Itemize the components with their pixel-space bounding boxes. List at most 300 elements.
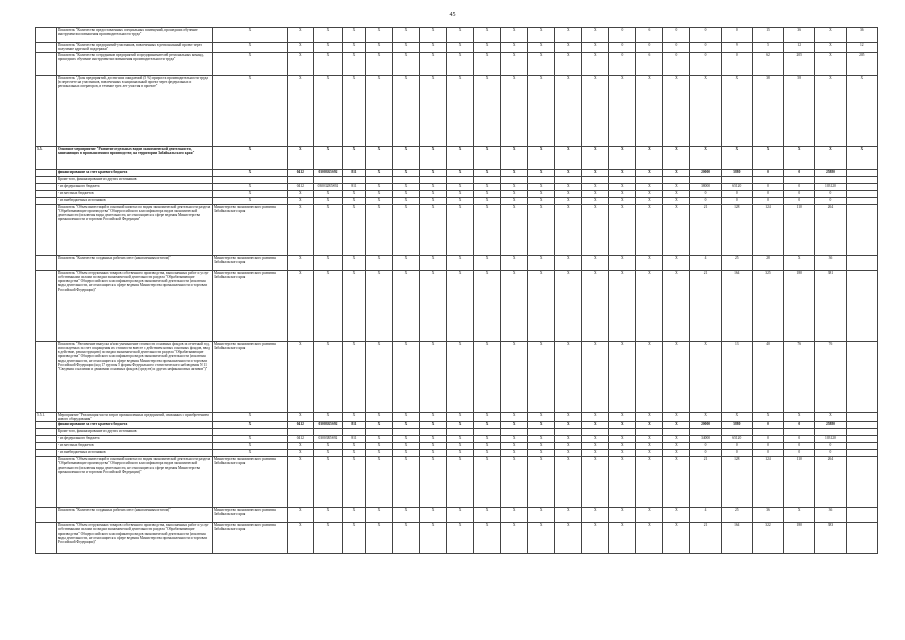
table-cell: X	[555, 255, 582, 270]
table-cell	[609, 429, 636, 436]
table-cell: 38000	[690, 183, 721, 190]
table-cell: X	[343, 28, 366, 43]
table-cell: X	[474, 341, 501, 412]
table-cell: X	[447, 204, 474, 255]
table-cell: X	[447, 28, 474, 43]
row-number	[36, 52, 57, 75]
table-row	[36, 176, 878, 183]
table-cell: 811	[343, 183, 366, 190]
table-cell: X	[501, 412, 528, 422]
table-cell: X	[474, 169, 501, 176]
table-cell: 0	[609, 28, 636, 43]
table-cell: X	[287, 204, 313, 255]
row-description: Показатель "Количество созданных рабочих мест (накопленным итогом)"	[56, 255, 212, 270]
table-cell: X	[212, 75, 287, 146]
table-row	[36, 436, 878, 443]
table-cell: X	[501, 75, 528, 146]
table-cell: X	[447, 197, 474, 204]
table-cell: 0	[690, 43, 721, 53]
table-cell	[663, 429, 690, 436]
table-cell: X	[313, 146, 342, 169]
table-cell: X	[212, 52, 287, 75]
row-number	[36, 436, 57, 443]
table-cell: X	[609, 146, 636, 169]
table-cell	[815, 176, 846, 183]
table-cell: X	[419, 457, 446, 508]
table-cell: X	[287, 197, 313, 204]
table-cell	[846, 412, 877, 422]
table-cell: X	[609, 169, 636, 176]
table-cell: 180	[784, 523, 815, 554]
table-cell: X	[212, 197, 287, 204]
table-cell: X	[609, 183, 636, 190]
table-cell	[474, 429, 501, 436]
table-cell: X	[555, 75, 582, 146]
table-cell: X	[313, 508, 342, 523]
table-cell: 164	[721, 523, 752, 554]
row-number	[36, 341, 57, 412]
table-cell: X	[419, 190, 446, 197]
table-cell: X	[447, 75, 474, 146]
table-cell: X	[212, 412, 287, 422]
table-cell: 128	[721, 204, 752, 255]
table-cell	[212, 429, 287, 436]
table-cell: X	[419, 523, 446, 554]
table-cell: 25	[721, 255, 752, 270]
row-number: 5.5.	[36, 146, 57, 169]
table-cell: X	[528, 146, 555, 169]
page-number: 45	[449, 12, 456, 18]
table-cell: X	[392, 190, 419, 197]
table-cell: X	[582, 183, 609, 190]
table-cell: X	[555, 197, 582, 204]
table-cell: X	[474, 197, 501, 204]
row-number	[36, 270, 57, 341]
row-description: Основное мероприятие "Развитие отдельных видов экономической деятельности, занимающих в промышленном производстве, на территории Забайкальского края"	[56, 146, 212, 169]
table-cell: X	[365, 270, 392, 341]
table-cell	[392, 429, 419, 436]
table-cell: X	[365, 443, 392, 450]
table-cell: X	[501, 28, 528, 43]
row-description: Показатель "Объем инвестиций в основной капитал по видам экономической деятельности раздела "Обрабатывающие производства" Общероссийского классификатора видов экономической деятельности (исключая виды деятельности, не относящиеся к сфере ведения Министерства промышленности и торговли Российской Федерации)"	[56, 457, 212, 508]
table-cell: X	[313, 523, 342, 554]
table-cell: X	[212, 146, 287, 169]
table-cell: X	[528, 190, 555, 197]
table-cell: 0	[752, 183, 783, 190]
row-number	[36, 443, 57, 450]
table-cell: X	[501, 190, 528, 197]
table-cell: X	[212, 183, 287, 190]
table-cell: 21	[690, 270, 721, 341]
table-cell: X	[474, 183, 501, 190]
table-cell	[846, 270, 877, 341]
table-cell: 40	[752, 341, 783, 412]
table-cell: X	[419, 341, 446, 412]
table-cell: 322	[752, 523, 783, 554]
table-cell: X	[365, 146, 392, 169]
table-cell: X	[343, 443, 366, 450]
row-description: - из местных бюджетов	[56, 190, 212, 197]
row-description: Показатель "Количество созданных рабочих мест (накопленным итогом)"	[56, 508, 212, 523]
table-body	[36, 28, 878, 554]
table-cell: X	[313, 443, 342, 450]
table-cell: X	[343, 255, 366, 270]
table-cell: X	[474, 204, 501, 255]
table-cell	[784, 429, 815, 436]
table-cell	[419, 429, 446, 436]
table-cell: 381	[815, 270, 846, 341]
table-cell: X	[287, 52, 313, 75]
table-cell: X	[555, 436, 582, 443]
table-cell: 0412	[287, 436, 313, 443]
table-cell: X	[287, 412, 313, 422]
row-description: - из федерального бюджета	[56, 183, 212, 190]
table-cell: 4	[690, 508, 721, 523]
table-cell: X	[474, 75, 501, 146]
table-cell: X	[582, 412, 609, 422]
table-cell: X	[474, 270, 501, 341]
table-cell	[392, 176, 419, 183]
table-cell: 205	[784, 52, 815, 75]
table-cell: 36	[752, 508, 783, 523]
table-cell: X	[609, 255, 636, 270]
table-cell	[846, 436, 877, 443]
table-cell: 383	[815, 523, 846, 554]
table-cell: X	[636, 183, 663, 190]
table-cell: X	[609, 204, 636, 255]
table-cell: X	[752, 412, 783, 422]
table-cell: X	[313, 255, 342, 270]
table-row	[36, 146, 878, 169]
table-cell: X	[419, 450, 446, 457]
table-cell: X	[528, 270, 555, 341]
table-cell: 0	[663, 43, 690, 53]
table-cell: X	[365, 183, 392, 190]
table-cell: X	[555, 190, 582, 197]
table-cell	[636, 176, 663, 183]
table-cell: 38	[752, 75, 783, 146]
table-cell: Министерство экономического развития Забайкальского края	[212, 457, 287, 508]
table-cell: X	[815, 52, 846, 75]
table-cell: X	[609, 422, 636, 429]
table-cell: X	[501, 183, 528, 190]
table-cell: 25880	[815, 422, 846, 429]
table-cell: X	[501, 270, 528, 341]
table-cell	[721, 429, 752, 436]
table-cell: X	[447, 255, 474, 270]
table-cell: 36	[846, 28, 877, 43]
table-cell: X	[784, 508, 815, 523]
table-cell: X	[287, 28, 313, 43]
table-cell: X	[287, 508, 313, 523]
table-cell: X	[663, 523, 690, 554]
table-cell: X	[636, 146, 663, 169]
table-row	[36, 169, 878, 176]
row-description: - из внебюджетных источников	[56, 197, 212, 204]
table-cell: X	[392, 523, 419, 554]
table-cell	[752, 176, 783, 183]
table-cell	[313, 176, 342, 183]
table-cell: X	[582, 450, 609, 457]
table-cell	[846, 523, 877, 554]
table-cell: 20000	[690, 422, 721, 429]
table-cell: X	[447, 412, 474, 422]
table-cell: X	[343, 43, 366, 53]
table-cell: X	[392, 341, 419, 412]
table-cell: X	[365, 255, 392, 270]
table-cell	[212, 176, 287, 183]
table-cell: X	[752, 146, 783, 169]
table-cell: X	[419, 204, 446, 255]
table-cell: X	[343, 457, 366, 508]
table-cell: X	[663, 146, 690, 169]
table-cell: X	[365, 422, 392, 429]
row-description: - из федерального бюджета	[56, 436, 212, 443]
table-cell: X	[392, 52, 419, 75]
table-cell: X	[582, 28, 609, 43]
table-row	[36, 523, 878, 554]
row-number	[36, 28, 57, 43]
table-cell: X	[528, 169, 555, 176]
table-cell: 0	[784, 183, 815, 190]
table-cell: 205	[846, 52, 877, 75]
table-cell: X	[663, 255, 690, 270]
table-cell	[846, 255, 877, 270]
table-cell: X	[474, 457, 501, 508]
table-cell: X	[555, 508, 582, 523]
table-cell: X	[555, 412, 582, 422]
table-cell: X	[474, 422, 501, 429]
table-cell	[846, 450, 877, 457]
table-cell	[846, 341, 877, 412]
table-cell: Министерство экономического развития Забайкальского края	[212, 523, 287, 554]
table-cell	[287, 176, 313, 183]
table-cell: X	[528, 412, 555, 422]
table-cell: X	[212, 43, 287, 53]
table-cell: X	[501, 341, 528, 412]
table-cell: X	[419, 75, 446, 146]
table-cell	[501, 429, 528, 436]
table-cell: 0	[752, 443, 783, 450]
table-cell: 34000	[690, 436, 721, 443]
table-cell: X	[343, 270, 366, 341]
table-cell: X	[474, 508, 501, 523]
table-cell: X	[365, 204, 392, 255]
table-cell	[528, 176, 555, 183]
table-cell: 110	[784, 204, 815, 255]
table-cell: X	[721, 146, 752, 169]
table-cell: X	[447, 43, 474, 53]
table-cell: 0	[815, 450, 846, 457]
table-cell: X	[474, 450, 501, 457]
row-description: Кроме того, финансирование из других источников:	[56, 429, 212, 436]
table-cell: X	[663, 75, 690, 146]
table-cell: X	[690, 412, 721, 422]
table-cell: X	[528, 183, 555, 190]
table-cell: X	[313, 75, 342, 146]
table-cell: X	[419, 197, 446, 204]
table-cell: X	[365, 457, 392, 508]
table-cell: X	[555, 450, 582, 457]
table-cell: X	[447, 450, 474, 457]
table-cell: X	[555, 422, 582, 429]
table-cell: X	[555, 204, 582, 255]
table-cell: 325	[752, 270, 783, 341]
table-cell: 180	[784, 270, 815, 341]
table-row	[36, 443, 878, 450]
table-cell: X	[846, 75, 877, 146]
row-description: Показатель "Количество предоставленных специальных помещений, прошедших обучение инструментам повышения производительности труда"	[56, 28, 212, 43]
table-cell: X	[212, 190, 287, 197]
table-cell: X	[392, 412, 419, 422]
table-cell: X	[212, 450, 287, 457]
row-description: Показатель "Объем отгруженных товаров собственного производства, выполненных работ и услуг собственными силами по видам экономической деятельности раздела "Обрабатывающие производства" Общероссийского классификатора видов экономической деятельности (исключая виды деятельности, не относящиеся к сфере ведения Министерства промышленности и торговли Российской Федерации)"	[56, 523, 212, 554]
table-cell: 0412	[287, 183, 313, 190]
table-cell: 0412	[287, 422, 313, 429]
row-number	[36, 255, 57, 270]
table-cell: X	[419, 255, 446, 270]
table-row	[36, 412, 878, 422]
table-cell: X	[313, 52, 342, 75]
table-cell: X	[501, 52, 528, 75]
table-cell: X	[636, 197, 663, 204]
table-cell: X	[392, 270, 419, 341]
table-cell: X	[343, 75, 366, 146]
table-cell: X	[343, 146, 366, 169]
table-cell	[313, 429, 342, 436]
table-cell: X	[609, 508, 636, 523]
table-cell: 62	[752, 52, 783, 75]
row-number	[36, 508, 57, 523]
table-cell: X	[419, 270, 446, 341]
table-cell: X	[582, 270, 609, 341]
table-cell: X	[528, 443, 555, 450]
table-cell: X	[528, 450, 555, 457]
table-cell: 25	[721, 508, 752, 523]
table-cell: X	[447, 443, 474, 450]
table-cell: X	[313, 412, 342, 422]
table-cell: X	[212, 28, 287, 43]
table-cell	[609, 176, 636, 183]
table-cell: X	[501, 43, 528, 53]
row-number	[36, 523, 57, 554]
table-cell: 124	[752, 204, 783, 255]
table-cell: X	[474, 412, 501, 422]
table-cell	[447, 429, 474, 436]
table-cell: X	[582, 341, 609, 412]
table-cell: X	[663, 183, 690, 190]
table-cell: 28	[752, 255, 783, 270]
table-cell: 0	[752, 422, 783, 429]
table-cell: 0	[690, 190, 721, 197]
table-cell	[343, 176, 366, 183]
row-description: - из внебюджетных источников	[56, 450, 212, 457]
table-cell: X	[609, 457, 636, 508]
table-cell: X	[609, 75, 636, 146]
table-cell: X	[365, 52, 392, 75]
table-cell: X	[343, 52, 366, 75]
table-cell: X	[528, 523, 555, 554]
table-cell	[846, 190, 877, 197]
table-cell: X	[528, 341, 555, 412]
table-cell	[846, 422, 877, 429]
table-cell: 0	[752, 190, 783, 197]
table-cell: 9	[721, 43, 752, 53]
table-cell: X	[447, 270, 474, 341]
table-cell: X	[501, 204, 528, 255]
table-cell: 03003R5S92	[313, 422, 342, 429]
table-cell: X	[287, 443, 313, 450]
table-cell	[721, 176, 752, 183]
table-cell: X	[815, 75, 846, 146]
table-row	[36, 457, 878, 508]
table-cell: 03003R5S92	[313, 436, 342, 443]
table-cell: X	[392, 146, 419, 169]
table-cell	[846, 508, 877, 523]
table-cell: 5	[752, 43, 783, 53]
table-cell: X	[582, 436, 609, 443]
table-cell	[555, 176, 582, 183]
table-cell: X	[365, 412, 392, 422]
table-cell: 0	[752, 450, 783, 457]
table-cell: 0412	[287, 169, 313, 176]
table-cell	[846, 457, 877, 508]
row-description: финансирование за счет краевого бюджета	[56, 169, 212, 176]
table-cell: X	[287, 523, 313, 554]
table-cell	[501, 176, 528, 183]
table-cell: X	[287, 270, 313, 341]
table-cell: 15	[752, 28, 783, 43]
table-cell: X	[636, 443, 663, 450]
table-cell: 0	[663, 52, 690, 75]
table-cell: X	[392, 255, 419, 270]
row-number	[36, 190, 57, 197]
table-cell: X	[846, 146, 877, 169]
table-cell: 0	[721, 52, 752, 75]
table-cell: 0	[721, 28, 752, 43]
table-cell: 164	[721, 270, 752, 341]
table-cell: X	[663, 436, 690, 443]
table-cell: X	[474, 436, 501, 443]
table-cell: 030032R5S92	[313, 183, 342, 190]
table-cell: X	[555, 443, 582, 450]
table-cell: X	[474, 443, 501, 450]
table-cell: X	[447, 523, 474, 554]
table-cell: 65120	[721, 183, 752, 190]
table-cell: X	[528, 436, 555, 443]
table-cell: X	[636, 422, 663, 429]
table-cell	[582, 429, 609, 436]
table-cell: 811	[343, 422, 366, 429]
table-cell: X	[636, 75, 663, 146]
table-cell: X	[815, 28, 846, 43]
table-cell: X	[528, 52, 555, 75]
table-cell: 0	[752, 436, 783, 443]
table-cell: X	[365, 197, 392, 204]
table-cell: X	[636, 508, 663, 523]
table-cell: X	[447, 508, 474, 523]
table-cell: 0	[721, 443, 752, 450]
table-cell: X	[636, 523, 663, 554]
table-cell: 103120	[815, 436, 846, 443]
table-cell: X	[815, 43, 846, 53]
table-cell: X	[419, 412, 446, 422]
table-cell: X	[636, 412, 663, 422]
table-cell: X	[365, 43, 392, 53]
row-number	[36, 75, 57, 146]
table-cell: 0	[784, 197, 815, 204]
table-cell: X	[392, 508, 419, 523]
